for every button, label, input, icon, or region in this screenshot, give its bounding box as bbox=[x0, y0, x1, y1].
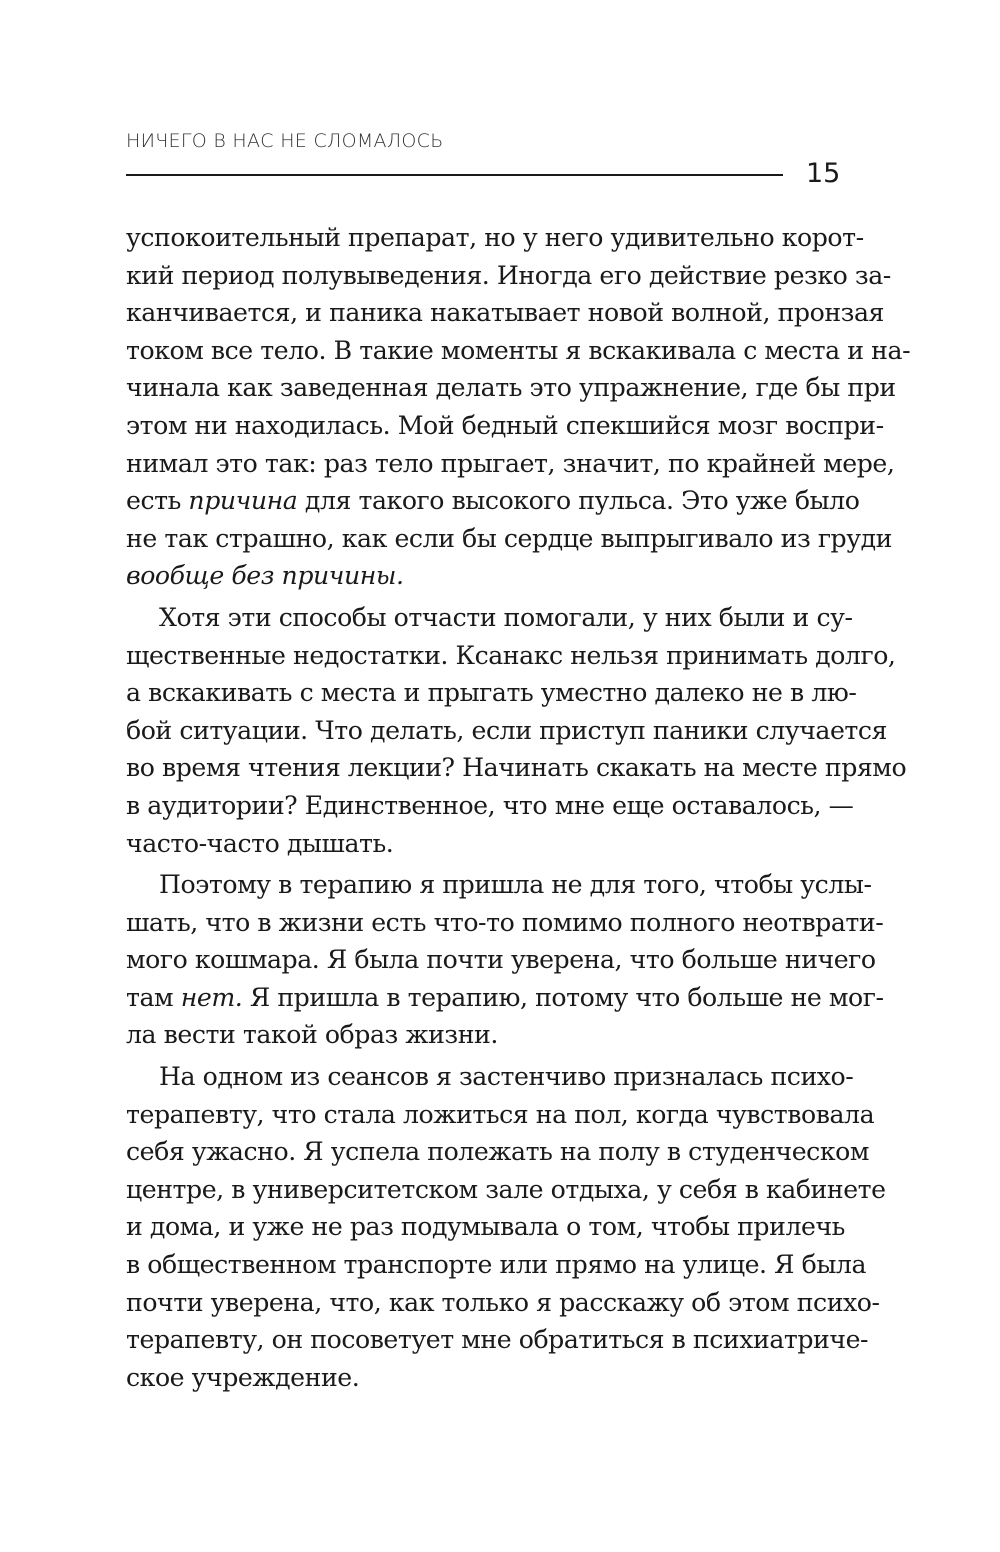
body-text bbox=[126, 219, 911, 1396]
header-rule bbox=[126, 174, 783, 176]
text-run: Я пришла в терапию, потому что больше не мог- bbox=[242, 982, 884, 1012]
text-line: чинала как заведенная делать это упражнение, где бы при bbox=[126, 373, 896, 403]
text-line: ское учреждение. bbox=[126, 1362, 360, 1392]
italic-emphasis: нет. bbox=[180, 982, 243, 1012]
text-line: нимал это так: раз тело прыгает, значит, по крайней мере, bbox=[126, 448, 895, 478]
text-line: Поэтому в терапию я пришла не для того, чтобы услы- bbox=[159, 870, 872, 900]
text-line: На одном из сеансов я застенчиво призналась психо- bbox=[159, 1062, 854, 1092]
text-line: а вскакивать с места и прыгать уместно далеко не в лю- bbox=[126, 678, 857, 708]
text-run: есть bbox=[126, 486, 189, 516]
text-line: терапевту, он посоветует мне обратиться в психиатриче- bbox=[126, 1325, 869, 1355]
text-line: почти уверена, что, как только я расскажу об этом психо- bbox=[126, 1287, 880, 1317]
text-line: во время чтения лекции? Начинать скакать на месте прямо bbox=[126, 753, 907, 783]
text-line: и дома, и уже не раз подумывала о том, чтобы прилечь bbox=[126, 1212, 845, 1242]
text-line: часто-часто дышать. bbox=[126, 828, 394, 858]
text-line bbox=[126, 482, 860, 520]
text-line: в общественном транспорте или прямо на улице. Я была bbox=[126, 1250, 867, 1280]
text-line: канчивается, и паника накатывает новой волной, пронзая bbox=[126, 298, 884, 328]
page-number: 15 bbox=[806, 158, 841, 189]
text-run: для такого высокого пульса. Это уже было bbox=[297, 486, 860, 516]
text-line: Хотя эти способы отчасти помогали, у них были и су- bbox=[159, 602, 853, 632]
text-line: кий период полувыведения. Иногда его действие резко за- bbox=[126, 260, 891, 290]
text-line: не так страшно, как если бы сердце выпрыгивало из груди bbox=[126, 523, 892, 553]
text-line bbox=[126, 979, 884, 1017]
text-line bbox=[126, 557, 840, 595]
text-line: током все тело. В такие моменты я вскакивала с места и на- bbox=[126, 335, 911, 365]
text-line: шать, что в жизни есть что-то помимо полного неотврати- bbox=[126, 907, 884, 937]
text-line: себя ужасно. Я успела полежать на полу в студенческом bbox=[126, 1137, 869, 1167]
italic-emphasis: причина bbox=[188, 486, 298, 516]
italic-emphasis: вообще без причины. bbox=[126, 561, 404, 591]
text-line: успокоительный препарат, но у него удивительно корот- bbox=[126, 223, 864, 252]
text-line: бой ситуации. Что делать, если приступ паники случается bbox=[126, 715, 887, 745]
text-line: щественные недостатки. Ксанакс нельзя принимать долго, bbox=[126, 640, 896, 670]
text-run: там bbox=[126, 982, 181, 1012]
running-head: НИЧЕГО В НАС НЕ СЛОМАЛОСЬ bbox=[126, 130, 444, 152]
text-line: центре, в университетском зале отдыха, у себя в кабинете bbox=[126, 1174, 886, 1204]
text-line: в аудитории? Единственное, что мне еще оставалось, — bbox=[126, 790, 854, 820]
text-line: терапевту, что стала ложиться на пол, когда чувствовала bbox=[126, 1099, 875, 1129]
text-line: мого кошмара. Я была почти уверена, что больше ничего bbox=[126, 945, 876, 975]
text-line: ла вести такой образ жизни. bbox=[126, 1020, 498, 1050]
text-line: этом ни находилась. Мой бедный спекшийся мозг воспри- bbox=[126, 410, 884, 440]
